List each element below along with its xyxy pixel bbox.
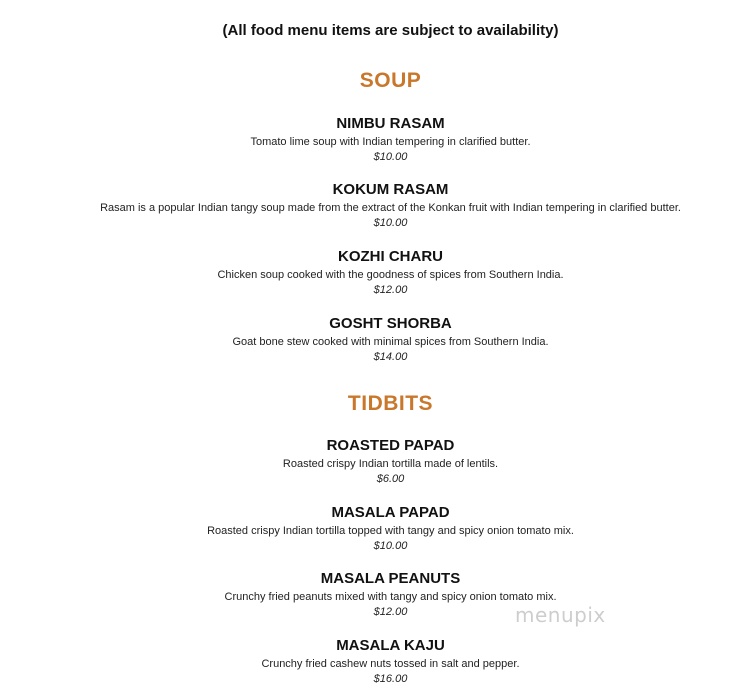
item-name: MASALA KAJU	[336, 637, 445, 654]
menu-item	[0, 181, 751, 231]
item-name: KOZHI CHARU	[338, 248, 443, 265]
item-name: ROASTED PAPAD	[326, 437, 455, 454]
item-description: Tomato lime soup with Indian tempering in clarified butter.	[250, 136, 531, 148]
availability-notice: (All food menu items are subject to availability)	[222, 22, 559, 39]
section-title-soup: SOUP	[359, 69, 422, 92]
item-description: Roasted crispy Indian tortilla made of lentils.	[282, 458, 499, 470]
menu-item	[0, 115, 751, 165]
item-name: KOKUM RASAM	[332, 181, 449, 198]
item-description: Goat bone stew cooked with minimal spices from Southern India.	[232, 336, 549, 348]
item-name: NIMBU RASAM	[336, 115, 445, 132]
item-price: $10.00	[373, 217, 408, 229]
menu-item	[0, 637, 751, 687]
section-title-tidbits: TIDBITS	[347, 392, 434, 415]
menupix-watermark: menupix	[515, 603, 606, 627]
item-price: $14.00	[373, 351, 408, 363]
item-name: MASALA PAPAD	[331, 504, 450, 521]
item-price: $12.00	[373, 606, 408, 618]
item-description: Crunchy fried peanuts mixed with tangy and spicy onion tomato mix.	[224, 591, 557, 603]
item-price: $10.00	[373, 151, 408, 163]
item-description: Chicken soup cooked with the goodness of spices from Southern India.	[217, 269, 564, 281]
menu-item	[0, 437, 751, 487]
menu-item	[0, 315, 751, 365]
item-price: $12.00	[373, 284, 408, 296]
item-name: MASALA PEANUTS	[320, 570, 461, 587]
item-description: Crunchy fried cashew nuts tossed in salt and pepper.	[261, 658, 520, 670]
item-price: $6.00	[376, 473, 405, 485]
item-description: Rasam is a popular Indian tangy soup made from the extract of the Konkan fruit with Indian tempering in clarified butter.	[100, 202, 681, 214]
item-price: $10.00	[373, 540, 408, 552]
item-name: GOSHT SHORBA	[329, 315, 452, 332]
menu-item	[0, 248, 751, 298]
menu-item	[0, 504, 751, 554]
item-description: Roasted crispy Indian tortilla topped with tangy and spicy onion tomato mix.	[207, 525, 574, 537]
item-price: $16.00	[373, 673, 408, 685]
menu-item	[0, 570, 751, 620]
